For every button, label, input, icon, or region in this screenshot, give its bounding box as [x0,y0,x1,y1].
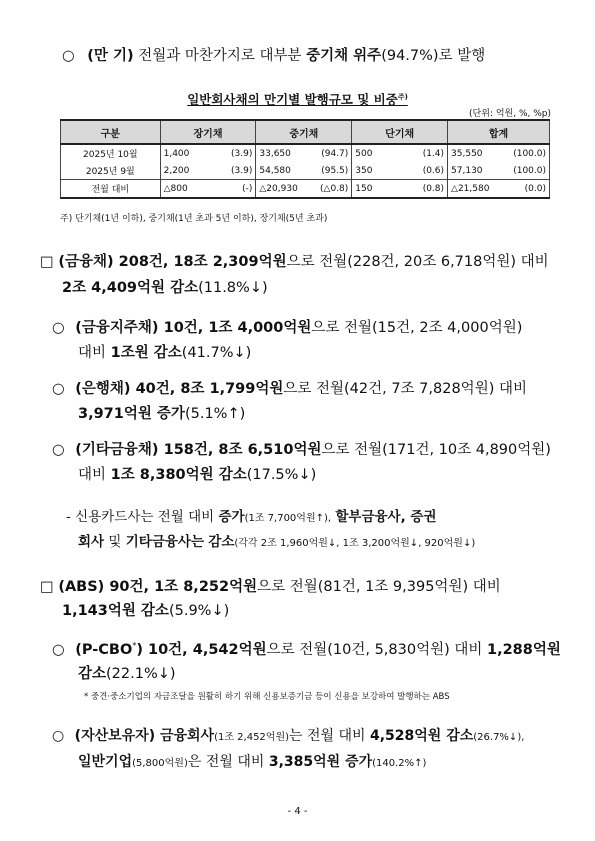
intro-text: 전월과 마찬가지로 대부분 [138,48,302,64]
intro-line [62,44,485,65]
other-line-1: ○ (기타금융채) 158건, 8조 6,510억원으로 전월(171건, 10조 4,890억원) [52,442,551,458]
abs-line-2: 1,143억원 감소(5.9%↓) [62,603,230,619]
abs-line-1: □ (ABS) 90건, 1조 8,252억원으로 전월(81건, 1조 9,395억원) 대비 [40,579,501,595]
page-number: - 4 - [287,806,308,817]
maturity-table [60,119,550,199]
pcbo-line-2: 감소(22.1%↓) [78,666,176,682]
table-note: 주) 단기채(1년 이하), 중기채(1년 초과 5년 이하), 장기채(5년 초과) [60,214,328,224]
bullet-icon: ○ [52,381,65,397]
bullet-icon: ○ [62,48,75,64]
box-icon: □ [40,254,54,270]
bullet-icon: ○ [52,728,65,744]
card-line-2: 회사 및 기타금융사는 감소(각각 2조 1,960억원↓, 1조 3,200억원↓, 920억원↓) [78,534,476,550]
header-mid: 중기채 [256,120,352,144]
header-long: 장기채 [160,120,256,144]
intro-text-2: (94.7%)로 발행 [381,48,486,64]
holding-line-2: 대비 1조원 감소(41.7%↓) [78,345,252,361]
table-unit: (단위: 억원, %, %p) [469,109,551,119]
header-total: 합계 [448,120,550,144]
asset-line-2: 일반기업(5,800억원)은 전월 대비 3,385억원 증가(140.2%↑) [78,754,427,770]
bullet-icon: ○ [52,320,65,336]
caption-footnote-mark: 주) [397,92,408,101]
other-line-2: 대비 1조 8,380억원 감소(17.5%↓) [78,467,317,483]
pcbo-line-1: ○ (P-CBO*) 10건, 4,542억원으로 전월(10건, 5,830억원) 대비 1,288억원 [52,641,561,658]
fin-line-1: □ (금융채) 208건, 18조 2,309억원으로 전월(228건, 20조 6,718억원) 대비 [40,254,549,270]
table-row: 2025년 10월 1,400 (3.9) 33,650 (94.7) 500 (1.4) 35,550 (100.0) [61,144,550,162]
bank-line-2: 3,971억원 증가(5.1%↑) [78,406,246,422]
bank-line-1: ○ (은행채) 40건, 8조 1,799억원으로 전월(42건, 7조 7,828억원) 대비 [52,381,527,397]
table-caption: 일반회사채의 만기별 발행규모 및 비중$^{주)}$ [187,92,408,107]
header-short: 단기채 [352,120,448,144]
header-category: 구분 [61,120,161,144]
holding-line-1: ○ (금융지주채) 10건, 1조 4,000억원으로 전월(15건, 2조 4,000억원) [52,320,523,336]
intro-head: (만 기) [87,48,134,64]
pcbo-note: * 중견·중소기업의 자금조달을 원활히 하기 위해 신용보증기금 등이 신용을 보강하여 발행하는 ABS [84,692,450,702]
pcbo-footnote-mark: * [132,641,137,651]
intro-bold: 중기채 위주 [306,48,382,64]
table-row: 2025년 9월 2,200 (3.9) 54,580 (95.5) 350 (0.6) 57,130 (100.0) [61,162,550,180]
card-line-1: - 신용카드사는 전월 대비 증가(1조 7,700억원↑), 할부금융사, 증권 [66,509,437,525]
asset-line-1: ○ (자산보유자) 금융회사(1조 2,452억원)는 전월 대비 4,528억원 감소(26.7%↓), [52,728,525,744]
box-icon: □ [40,579,54,595]
fin-line-2: 2조 4,409억원 감소(11.8%↓) [62,280,268,296]
bullet-icon: ○ [52,642,65,658]
bullet-icon: ○ [52,442,65,458]
table-row: 전월 대비 △800 (-) △20,930 (△0.8) 150 (0.8) △21,580 (0.0) [61,180,550,199]
